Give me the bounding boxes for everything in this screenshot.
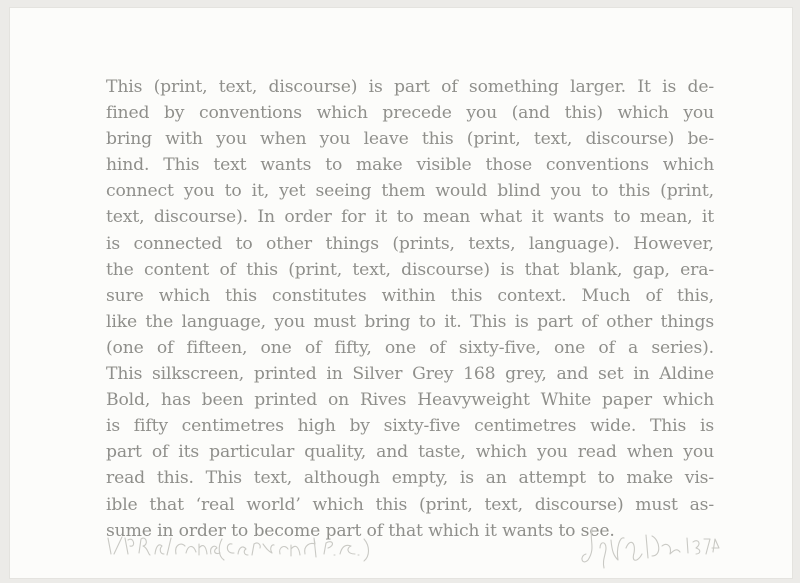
text-line: This (print, text, discourse) is part of something larger. It is de- bbox=[106, 77, 714, 97]
text-line: hind. This text wants to make visible those conventions which bbox=[106, 155, 714, 176]
text-line: connect you to it, yet seeing them would blind you to this (print, bbox=[106, 181, 714, 202]
text-line: sure which this constitutes within this context. Much of this, bbox=[106, 285, 714, 306]
paper-sheet bbox=[10, 8, 792, 578]
text-line: sume in order to become part of that which it wants to see. bbox=[106, 520, 615, 541]
text-line: is connected to other things (prints, texts, language). However, bbox=[106, 233, 714, 254]
text-line: bring with you when you leave this (print, text, discourse) be- bbox=[106, 129, 714, 150]
text-line: is fifty centimetres high by sixty-five centimetres wide. This is bbox=[106, 416, 714, 437]
text-line: (one of fifteen, one of fifty, one of sixty-five, one of a series). bbox=[106, 337, 714, 358]
print-text-block bbox=[106, 74, 714, 544]
text-line: ible that ‘real world’ which this (print, text, discourse) must as- bbox=[106, 494, 714, 515]
text-line: read this. This text, although empty, is an attempt to make vis- bbox=[106, 468, 714, 489]
text-line: Bold, has been printed on Rives Heavyweight White paper which bbox=[106, 390, 714, 411]
text-line: text, discourse). In order for it to mean what it wants to mean, it bbox=[106, 207, 714, 228]
text-line: like the language, you must bring to it. This is part of other things bbox=[106, 311, 714, 332]
text-line: fined by conventions which precede you (and this) which you bbox=[106, 103, 714, 124]
text-line: This silkscreen, printed in Silver Grey 168 grey, and set in Aldine bbox=[106, 364, 714, 385]
text-line: the content of this (print, text, discourse) is that blank, gap, era- bbox=[106, 259, 714, 280]
text-line: part of its particular quality, and taste, which you read when you bbox=[106, 442, 714, 463]
